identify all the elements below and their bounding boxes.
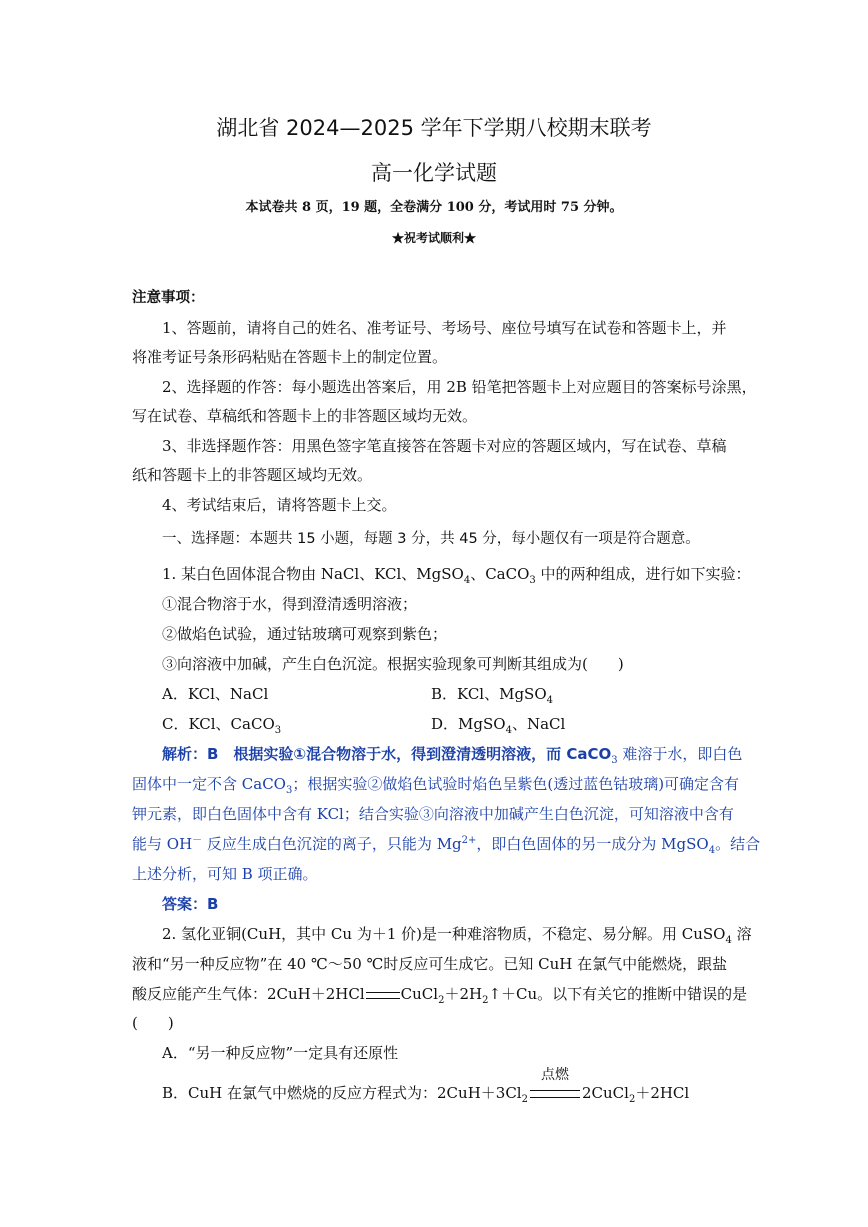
exam-info: 本试卷共 8 页，19 题，全卷满分 100 分，考试用时 75 分钟。 [245,200,623,215]
q2-option-a: A．“另一种反应物”一定具有还原性 [162,1044,399,1062]
q2-option-b: B．CuH 在氯气中燃烧的反应方程式为：$2CuH+3Cl_2$ 点燃 2CuCl$_2$＋2HCl [162,1067,690,1105]
q1-stem: 1. 某白色固体混合物由 NaCl、KCl、MgSO$_4$、CaCO$_3$ 中的两种组成，进行如下实验： [162,565,751,586]
notice-item-2b: 写在试卷、草稿纸和答题卡上的非答题区域均无效。 [132,407,478,425]
q1-option-a: A．KCl、NaCl [162,685,269,703]
q2-stem-4: ( ) [132,1014,174,1032]
q1-option-c: C．KCl、CaCO$_3$ [162,715,282,736]
q1-step-3: ③向溶液中加碱，产生白色沉淀。根据实验现象可判断其组成为( ) [162,655,624,673]
exam-title: 湖北省 2024—2025 学年下学期八校期末联考 [216,116,652,140]
q1-explanation-2: 固体中一定不含 CaCO$_3$；根据实验②做焰色试验时焰色呈紫色(透过蓝色钴玻璃)可确定含有 [132,775,740,796]
q1-explanation-1: 解析：B 根据实验①混合物溶于水，得到澄清透明溶液，而 CaCO$_3$ 难溶于水，即白色 [162,745,743,766]
q1-explanation-4: 能与 OH－ 反应生成白色沉淀的离子，只能为 $Mg^{2+}$，即白色固体的另一成分为 MgSO$_4$。结合 [132,835,761,856]
q1-step-1: ①混合物溶于水，得到澄清透明溶液； [162,595,418,613]
q2-stem-1: 2. 氢化亚铜(CuH，其中 Cu 为＋1 价)是一种难溶物质，不稳定、易分解。用 CuSO$_4$ 溶 [162,925,752,946]
q1-answer: 答案：B [162,895,219,913]
q2-stem-2: 液和“另一种反应物”在 40 ℃～50 ℃时反应可生成它。已知 CuH 在氯气中能燃烧，跟盐 [132,955,728,973]
notice-item-1b: 将准考证号条形码粘贴在答题卡上的制定位置。 [132,348,448,366]
reaction-equals: 点燃 [528,1083,582,1103]
wish-line: ★祝考试顺利★ [391,231,476,245]
equals-sign [366,992,400,999]
notice-heading: 注意事项： [132,290,205,306]
q1-explanation-5: 上述分析，可知 B 项正确。 [132,865,318,883]
section1-heading: 一、选择题：本题共 15 小题，每题 3 分，共 45 分，每小题仅有一项是符合题意。 [162,531,700,547]
notice-item-4: 4、考试结束后，请将答题卡上交。 [162,496,397,514]
q1-option-b: B．KCl、MgSO$_4$ [431,685,554,706]
notice-item-1a: 1、答题前，请将自己的姓名、准考证号、考场号、座位号填写在试卷和答题卡上，并 [162,319,727,337]
subject-title: 高一化学试题 [371,161,497,185]
notice-item-3a: 3、非选择题作答：用黑色签字笔直接答在答题卡对应的答题区域内，写在试卷、草稿 [162,437,727,455]
q1-step-2: ②做焰色试验，通过钴玻璃可观察到紫色； [162,625,448,643]
notice-item-2a: 2、选择题的作答：每小题选出答案后，用 2B 铅笔把答题卡上对应题目的答案标号涂黑， [162,378,757,396]
notice-item-3b: 纸和答题卡上的非答题区域均无效。 [132,466,373,484]
q1-option-d: D．MgSO$_4$、NaCl [431,715,566,736]
q2-stem-3: 酸反应能产生气体：2CuH＋2HCl $CuCl_2+2H_2↑+Cu$。以下有关它的推断中错误的是 [132,985,748,1006]
q1-explanation-3: 钾元素，即白色固体中含有 KCl；结合实验③向溶液中加碱产生白色沉淀，可知溶液中含有 [132,805,734,823]
